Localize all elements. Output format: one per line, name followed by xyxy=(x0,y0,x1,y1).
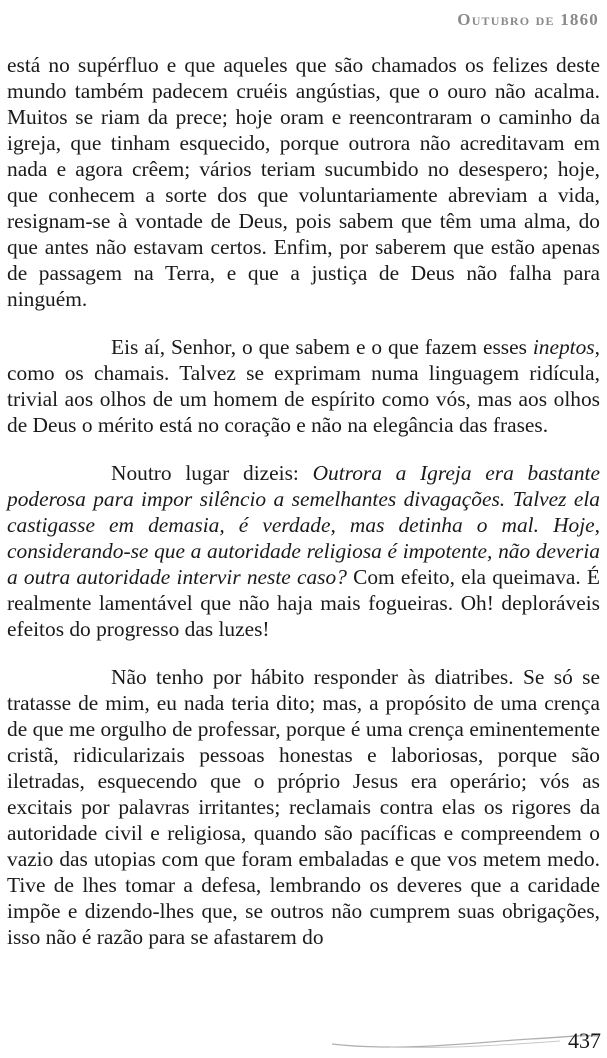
footer-swash-ornament xyxy=(330,1022,600,1052)
paragraph-3-text-a: Noutro lugar dizeis: xyxy=(111,461,313,485)
paragraph-2-text-b: , como os chamais. Talvez se exprimam numa linguagem ridícula, trivial aos olhos de um homem de espírito como vós, mas aos olhos de Deus o mérito está no coração e não na elegância das frases. xyxy=(7,335,600,437)
paragraph-2 xyxy=(7,334,600,438)
running-header: Outubro de 1860 xyxy=(457,10,599,29)
paragraph-2-text-a: Eis aí, Senhor, o que sabem e o que fazem esses xyxy=(111,335,533,359)
paragraph-3-text-b: Com efeito, ela queimava. É realmente lamentável que não haja mais fogueiras. Oh! deploráveis efeitos do progresso das luzes! xyxy=(7,565,600,641)
page-number: 437 xyxy=(568,1028,601,1053)
page-body xyxy=(7,52,600,950)
paragraph-4: Não tenho por hábito responder às diatribes. Se só se tratasse de mim, eu nada teria dito; mas, a propósito de uma crença de que me orgulho de professar, porque é uma crença eminentemente cristã, ridicularizais pessoas honestas e laboriosas, porque são iletradas, esquecendo que o próprio Jesus era operário; vós as excitais por palavras irritantes; reclamais contra elas os rigores da autoridade civil e religiosa, quando são pacíficas e compreendem o vazio das utopias com que foram embaladas e que vos metem medo. Tive de lhes tomar a defesa, lembrando os deveres que a caridade impõe e dizendo-lhes que, se outros não cumprem suas obrigações, isso não é razão para se afastarem do xyxy=(7,665,600,949)
paragraph-3 xyxy=(7,460,600,642)
paragraph-3-quotation: Outrora a Igreja era bastante poderosa para impor silêncio a semelhantes divagações. Talvez ela castigasse em demasia, é verdade, mas detinha o mal. Hoje, considerando-se que a autoridade religiosa é impotente, não deveria a outra autoridade intervir neste caso? xyxy=(7,461,600,589)
paragraph-1: está no supérfluo e que aqueles que são chamados os felizes deste mundo também padecem cruéis angústias, que o ouro não acalma. Muitos se riam da prece; hoje oram e reencontraram o caminho da igreja, que tinham esquecido, porque outrora não acreditavam em nada e agora crêem; vários teriam sucumbido no desespero; hoje, que conhecem a sorte dos que voluntariamente abreviam a vida, resignam-se à vontade de Deus, pois sabem que têm uma alma, do que antes não estavam certos. Enfim, por saberem que estão apenas de passagem na Terra, e que a justiça de Deus não falha para ninguém. xyxy=(7,53,600,311)
paragraph-2-emphasis: ineptos xyxy=(532,335,595,359)
